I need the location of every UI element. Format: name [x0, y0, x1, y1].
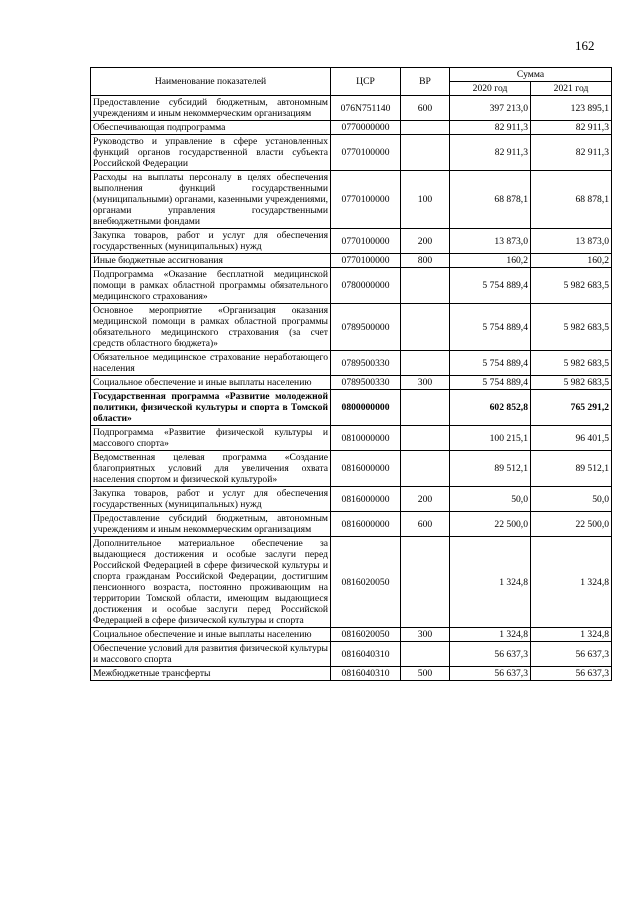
- row-value-2020: 56 637,3: [450, 667, 531, 681]
- row-name: Межбюджетные трансферты: [91, 667, 331, 681]
- row-csr: 0816040310: [331, 667, 401, 681]
- row-vr: 600: [401, 512, 450, 537]
- row-value-2021: 89 512,1: [531, 451, 612, 487]
- row-value-2020: 5 754 889,4: [450, 304, 531, 351]
- row-vr: [401, 642, 450, 667]
- table-row: [91, 254, 612, 268]
- row-value-2020: 397 213,0: [450, 96, 531, 121]
- row-csr: 0816000000: [331, 487, 401, 512]
- row-name: Подпрограмма «Развитие физической культуры и массового спорта»: [91, 426, 331, 451]
- row-value-2021: 160,2: [531, 254, 612, 268]
- row-csr: 076N751140: [331, 96, 401, 121]
- row-value-2020: 100 215,1: [450, 426, 531, 451]
- row-csr: 0816000000: [331, 512, 401, 537]
- row-vr: 300: [401, 376, 450, 390]
- table-row: [91, 171, 612, 229]
- row-value-2021: 5 982 683,5: [531, 268, 612, 304]
- header-name: Наименование показателей: [91, 68, 331, 96]
- header-sum: Сумма: [450, 68, 612, 82]
- row-vr: [401, 390, 450, 426]
- row-value-2020: 5 754 889,4: [450, 351, 531, 376]
- row-value-2021: 68 878,1: [531, 171, 612, 229]
- row-vr: [401, 121, 450, 135]
- row-vr: [401, 537, 450, 628]
- row-vr: 500: [401, 667, 450, 681]
- row-value-2021: 50,0: [531, 487, 612, 512]
- table-row: [91, 426, 612, 451]
- row-vr: 800: [401, 254, 450, 268]
- row-name: Дополнительное материальное обеспечение за выдающиеся достижения и особые заслуги перед Российской Федерацией в сфере физической культуры и спорта гражданам Российской Федерации, достигшим пенсионного возраста, постоянно проживающим на территории Томской области, имеющим выдающиеся достижения и особые заслуги перед Российской Федерацией в сфере физической культуры и спорта: [91, 537, 331, 628]
- row-csr: 0770100000: [331, 229, 401, 254]
- row-value-2021: 22 500,0: [531, 512, 612, 537]
- row-name: Социальное обеспечение и иные выплаты населению: [91, 628, 331, 642]
- row-vr: 200: [401, 487, 450, 512]
- row-value-2020: 13 873,0: [450, 229, 531, 254]
- row-csr: 0800000000: [331, 390, 401, 426]
- row-vr: 200: [401, 229, 450, 254]
- row-value-2020: 50,0: [450, 487, 531, 512]
- row-value-2020: 22 500,0: [450, 512, 531, 537]
- row-name: Предоставление субсидий бюджетным, автономным учреждениям и иным некоммерческим организациям: [91, 512, 331, 537]
- row-name: Основное мероприятие «Организация оказания медицинской помощи в рамках областной программы обязательного медицинского страхования (за счет средств областного бюджета)»: [91, 304, 331, 351]
- header-year-2020: 2020 год: [450, 82, 531, 96]
- row-csr: 0816020050: [331, 537, 401, 628]
- row-value-2020: 160,2: [450, 254, 531, 268]
- row-value-2021: 5 982 683,5: [531, 376, 612, 390]
- row-value-2021: 1 324,8: [531, 537, 612, 628]
- table-row: [91, 451, 612, 487]
- row-vr: [401, 268, 450, 304]
- row-vr: [401, 426, 450, 451]
- row-name: Закупка товаров, работ и услуг для обеспечения государственных (муниципальных) нужд: [91, 229, 331, 254]
- table-row: [91, 512, 612, 537]
- row-name: Руководство и управление в сфере установленных функций органов государственной власти субъекта Российской Федерации: [91, 135, 331, 171]
- row-vr: [401, 351, 450, 376]
- row-vr: 300: [401, 628, 450, 642]
- row-value-2021: 1 324,8: [531, 628, 612, 642]
- row-csr: 0770100000: [331, 254, 401, 268]
- row-name: Обеспечение условий для развития физической культуры и массового спорта: [91, 642, 331, 667]
- table-row: [91, 96, 612, 121]
- row-csr: 0810000000: [331, 426, 401, 451]
- row-value-2020: 89 512,1: [450, 451, 531, 487]
- row-value-2021: 56 637,3: [531, 667, 612, 681]
- row-name: Расходы на выплаты персоналу в целях обеспечения выполнения функций государственными (муниципальными) органами, казенными учреждениями, органами управления государственными внебюджетными фондами: [91, 171, 331, 229]
- table-row: [91, 121, 612, 135]
- row-value-2020: 1 324,8: [450, 537, 531, 628]
- row-value-2020: 56 637,3: [450, 642, 531, 667]
- table-row: [91, 268, 612, 304]
- row-value-2021: 96 401,5: [531, 426, 612, 451]
- table-row: [91, 667, 612, 681]
- row-csr: 0789500330: [331, 376, 401, 390]
- row-value-2021: 82 911,3: [531, 135, 612, 171]
- table-row: [91, 304, 612, 351]
- budget-table: [90, 67, 612, 681]
- row-value-2020: 5 754 889,4: [450, 376, 531, 390]
- row-value-2021: 82 911,3: [531, 121, 612, 135]
- row-name: Иные бюджетные ассигнования: [91, 254, 331, 268]
- row-vr: [401, 135, 450, 171]
- row-csr: 0789500330: [331, 351, 401, 376]
- table-row: [91, 390, 612, 426]
- row-value-2020: 1 324,8: [450, 628, 531, 642]
- table-row: [91, 376, 612, 390]
- row-csr: 0780000000: [331, 268, 401, 304]
- row-vr: [401, 451, 450, 487]
- row-name: Закупка товаров, работ и услуг для обеспечения государственных (муниципальных) нужд: [91, 487, 331, 512]
- table-row: [91, 628, 612, 642]
- header-vr: ВР: [401, 68, 450, 96]
- row-csr: 0816040310: [331, 642, 401, 667]
- row-csr: 0789500000: [331, 304, 401, 351]
- row-csr: 0770100000: [331, 135, 401, 171]
- row-csr: 0770100000: [331, 171, 401, 229]
- row-value-2021: 56 637,3: [531, 642, 612, 667]
- row-value-2021: 765 291,2: [531, 390, 612, 426]
- row-vr: [401, 304, 450, 351]
- row-value-2020: 602 852,8: [450, 390, 531, 426]
- table-row: [91, 229, 612, 254]
- header-csr: ЦСР: [331, 68, 401, 96]
- row-csr: 0770000000: [331, 121, 401, 135]
- row-value-2020: 5 754 889,4: [450, 268, 531, 304]
- row-name: Государственная программа «Развитие молодежной политики, физической культуры и спорта в Томской области»: [91, 390, 331, 426]
- row-value-2021: 5 982 683,5: [531, 304, 612, 351]
- row-value-2020: 68 878,1: [450, 171, 531, 229]
- row-name: Обязательное медицинское страхование неработающего населения: [91, 351, 331, 376]
- row-value-2020: 82 911,3: [450, 121, 531, 135]
- row-name: Социальное обеспечение и иные выплаты населению: [91, 376, 331, 390]
- row-vr: 600: [401, 96, 450, 121]
- row-value-2020: 82 911,3: [450, 135, 531, 171]
- row-name: Подпрограмма «Оказание бесплатной медицинской помощи в рамках областной программы обязательного медицинского страхования»: [91, 268, 331, 304]
- header-year-2021: 2021 год: [531, 82, 612, 96]
- row-value-2021: 123 895,1: [531, 96, 612, 121]
- page-number: 162: [575, 38, 595, 53]
- row-csr: 0816020050: [331, 628, 401, 642]
- table-row: [91, 351, 612, 376]
- table-body: [91, 96, 612, 681]
- row-value-2021: 5 982 683,5: [531, 351, 612, 376]
- row-csr: 0816000000: [331, 451, 401, 487]
- table-row: [91, 135, 612, 171]
- table-row: [91, 642, 612, 667]
- row-name: Ведомственная целевая программа «Создание благоприятных условий для увеличения охвата населения спортом и физической культурой»: [91, 451, 331, 487]
- row-value-2021: 13 873,0: [531, 229, 612, 254]
- row-name: Обеспечивающая подпрограмма: [91, 121, 331, 135]
- table-row: [91, 487, 612, 512]
- table-row: [91, 537, 612, 628]
- row-vr: 100: [401, 171, 450, 229]
- table-header-row: [91, 68, 612, 82]
- row-name: Предоставление субсидий бюджетным, автономным учреждениям и иным некоммерческим организациям: [91, 96, 331, 121]
